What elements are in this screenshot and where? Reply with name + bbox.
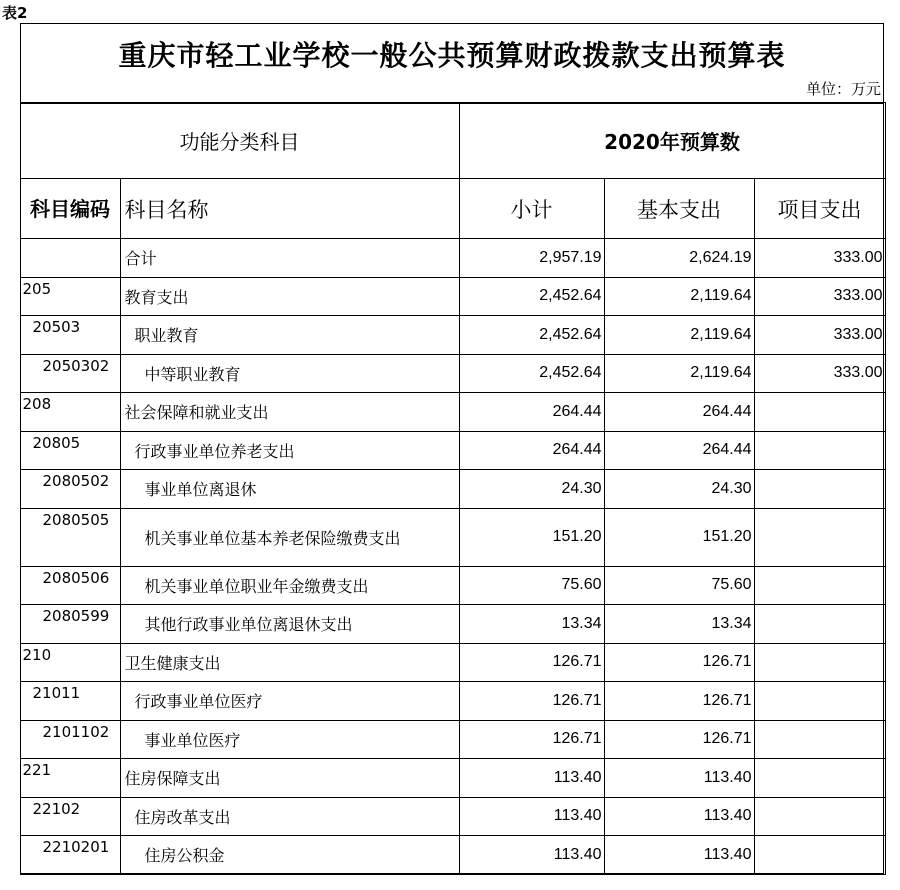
title-block <box>21 24 883 104</box>
row-code: 20805 <box>20 431 120 470</box>
row-subtotal: 126.71 <box>459 643 604 682</box>
row-basic: 264.44 <box>604 393 754 432</box>
row-basic: 126.71 <box>604 720 754 759</box>
row-project: 333.00 <box>754 277 885 316</box>
row-name: 行政事业单位养老支出 <box>120 431 459 470</box>
row-name: 行政事业单位医疗 <box>120 682 459 721</box>
row-code: 2050302 <box>20 354 120 393</box>
table-row <box>20 470 885 509</box>
row-subtotal: 75.60 <box>459 566 604 605</box>
table-number-label: 表2 <box>2 4 28 22</box>
row-name: 事业单位离退休 <box>120 470 459 509</box>
row-name: 教育支出 <box>120 277 459 316</box>
row-subtotal: 126.71 <box>459 682 604 721</box>
row-subtotal: 113.40 <box>459 836 604 875</box>
row-code: 20503 <box>20 316 120 355</box>
header-code: 科目编码 <box>20 179 120 239</box>
row-subtotal: 264.44 <box>459 431 604 470</box>
row-project <box>754 836 885 875</box>
row-project: 333.00 <box>754 316 885 355</box>
row-project <box>754 508 885 566</box>
row-name: 住房公积金 <box>120 836 459 875</box>
row-name: 其他行政事业单位离退休支出 <box>120 605 459 644</box>
row-project: 333.00 <box>754 239 885 278</box>
row-subtotal: 24.30 <box>459 470 604 509</box>
row-code: 208 <box>20 393 120 432</box>
row-name: 事业单位医疗 <box>120 720 459 759</box>
row-subtotal: 2,452.64 <box>459 316 604 355</box>
row-subtotal: 13.34 <box>459 605 604 644</box>
row-basic: 126.71 <box>604 643 754 682</box>
row-project <box>754 797 885 836</box>
row-code: 2080505 <box>20 508 120 566</box>
row-project <box>754 720 885 759</box>
table-row <box>20 316 885 355</box>
row-project <box>754 605 885 644</box>
row-code: 2080502 <box>20 470 120 509</box>
table-row <box>20 720 885 759</box>
header-basic: 基本支出 <box>604 179 754 239</box>
row-subtotal: 2,957.19 <box>459 239 604 278</box>
row-subtotal: 2,452.64 <box>459 354 604 393</box>
row-basic: 113.40 <box>604 797 754 836</box>
header-subtotal: 小计 <box>459 179 604 239</box>
table-row <box>20 605 885 644</box>
row-name: 机关事业单位基本养老保险缴费支出 <box>120 508 459 566</box>
page-title: 重庆市轻工业学校一般公共预算财政拨款支出预算表 <box>118 39 786 72</box>
header-row-top <box>20 103 885 179</box>
budget-sheet <box>20 23 884 874</box>
row-project <box>754 393 885 432</box>
table-row <box>20 682 885 721</box>
unit-label: 单位：万元 <box>805 80 881 98</box>
row-name: 机关事业单位职业年金缴费支出 <box>120 566 459 605</box>
row-basic: 113.40 <box>604 836 754 875</box>
row-subtotal: 113.40 <box>459 759 604 798</box>
row-code: 22102 <box>20 797 120 836</box>
row-project <box>754 566 885 605</box>
row-name: 卫生健康支出 <box>120 643 459 682</box>
row-basic: 126.71 <box>604 682 754 721</box>
row-code <box>20 239 120 278</box>
row-subtotal: 2,452.64 <box>459 277 604 316</box>
row-subtotal: 264.44 <box>459 393 604 432</box>
budget-table <box>20 102 886 875</box>
row-name: 社会保障和就业支出 <box>120 393 459 432</box>
row-basic: 75.60 <box>604 566 754 605</box>
header-budget-year: 2020年预算数 <box>459 103 885 179</box>
row-code: 210 <box>20 643 120 682</box>
row-name: 合计 <box>120 239 459 278</box>
row-subtotal: 113.40 <box>459 797 604 836</box>
row-subtotal: 126.71 <box>459 720 604 759</box>
table-row <box>20 836 885 875</box>
row-name: 住房改革支出 <box>120 797 459 836</box>
table-row <box>20 566 885 605</box>
row-basic: 2,119.64 <box>604 277 754 316</box>
table-row <box>20 354 885 393</box>
header-function-class: 功能分类科目 <box>20 103 459 179</box>
row-code: 2210201 <box>20 836 120 875</box>
row-code: 21011 <box>20 682 120 721</box>
row-code: 205 <box>20 277 120 316</box>
row-basic: 24.30 <box>604 470 754 509</box>
row-project: 333.00 <box>754 354 885 393</box>
table-row <box>20 759 885 798</box>
row-basic: 151.20 <box>604 508 754 566</box>
table-row <box>20 797 885 836</box>
row-basic: 264.44 <box>604 431 754 470</box>
row-code: 2101102 <box>20 720 120 759</box>
row-code: 221 <box>20 759 120 798</box>
table-row <box>20 277 885 316</box>
row-project <box>754 759 885 798</box>
row-basic: 2,624.19 <box>604 239 754 278</box>
row-name: 中等职业教育 <box>120 354 459 393</box>
row-basic: 13.34 <box>604 605 754 644</box>
header-row-sub <box>20 179 885 239</box>
table-row <box>20 431 885 470</box>
row-project <box>754 470 885 509</box>
row-project <box>754 682 885 721</box>
row-project <box>754 431 885 470</box>
row-name: 职业教育 <box>120 316 459 355</box>
row-basic: 2,119.64 <box>604 354 754 393</box>
row-project <box>754 643 885 682</box>
row-code: 2080506 <box>20 566 120 605</box>
table-row <box>20 643 885 682</box>
row-code: 2080599 <box>20 605 120 644</box>
row-subtotal: 151.20 <box>459 508 604 566</box>
table-row <box>20 393 885 432</box>
table-row <box>20 239 885 278</box>
table-row <box>20 508 885 566</box>
row-name: 住房保障支出 <box>120 759 459 798</box>
header-project: 项目支出 <box>754 179 885 239</box>
row-basic: 113.40 <box>604 759 754 798</box>
row-basic: 2,119.64 <box>604 316 754 355</box>
header-name: 科目名称 <box>120 179 459 239</box>
